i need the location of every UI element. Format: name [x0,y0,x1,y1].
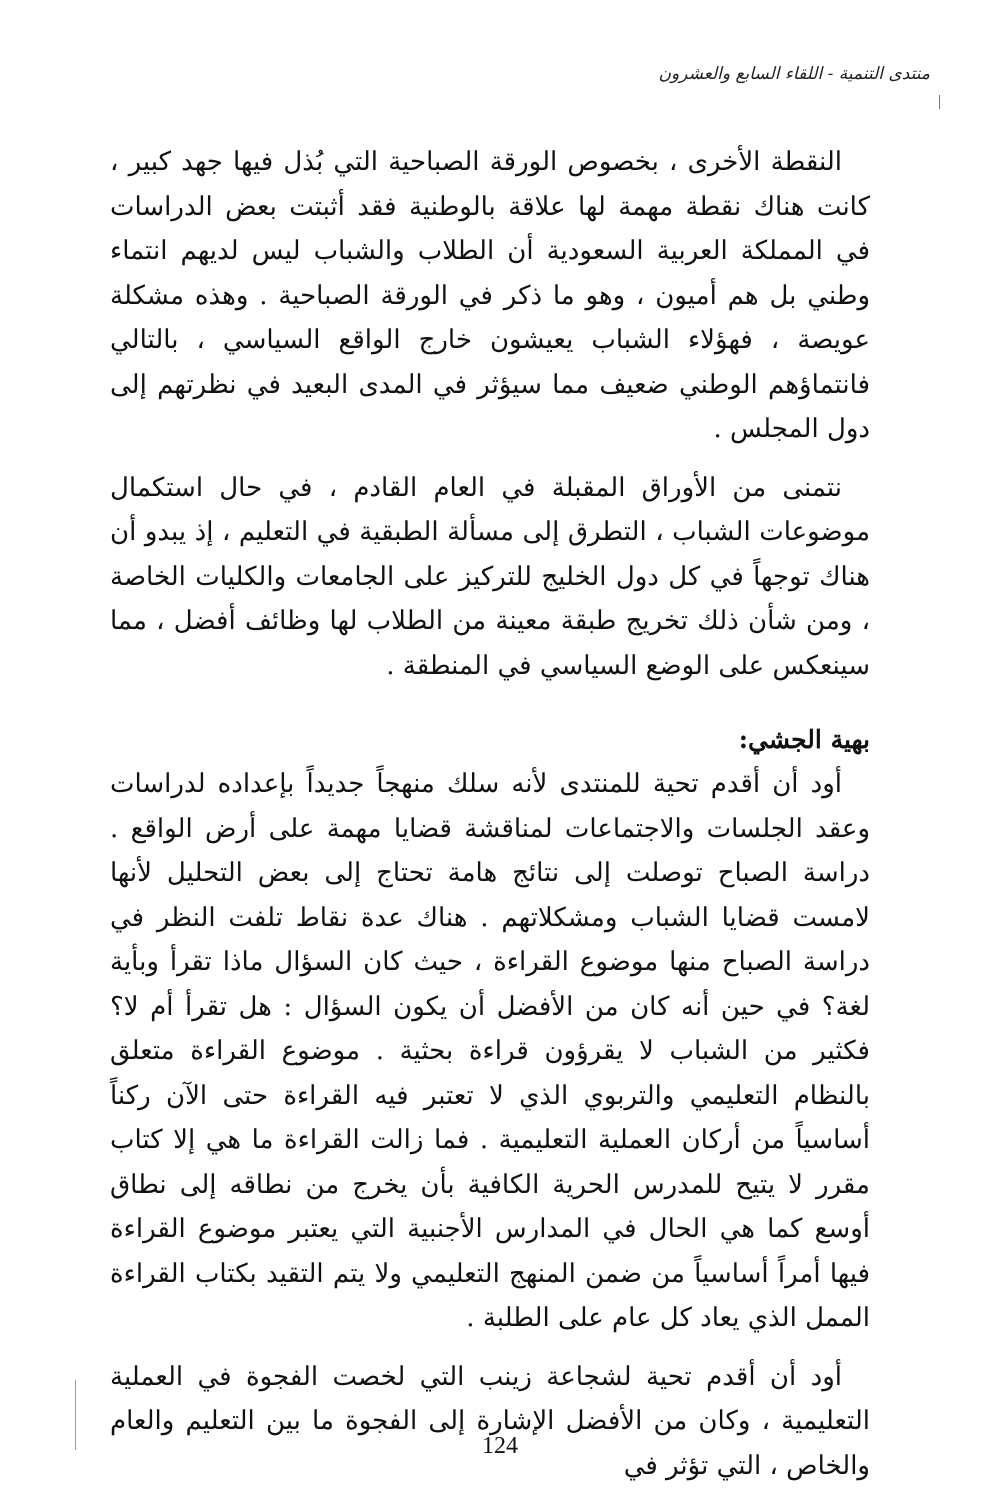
running-header: منتدى التنمية - اللقاء السابع والعشرون [658,64,930,84]
paragraph-national-identity: النقطة الأخرى ، بخصوص الورقة الصباحية التي بُذل فيها جهد كبير ، كانت هناك نقطة مهمة لها علاقة بالوطنية فقد أثبتت بعض الدراسات في المملكة العربية السعودية أن الطلاب والشباب ليس لديهم انتماء وطني بل هم أميون ، وهو ما ذكر في الورقة الصباحية . وهذه مشكلة عويصة ، فهؤلاء الشباب يعيشون خارج الواقع السياسي ، بالتالي فانتماؤهم الوطني ضعيف مما سيؤثر في المدى البعيد في نظرتهم إلى دول المجلس . [110,147,870,444]
paragraph-class-education: نتمنى من الأوراق المقبلة في العام القادم ، في حال استكمال موضوعات الشباب ، التطرق إلى مسألة الطبقية في التعليم ، إذ يبدو أن هناك توجهاً في كل دول الخليج للتركيز على الجامعات والكليات الخاصة ، ومن شأن ذلك تخريج طبقة معينة من الطلاب لها وظائف أفضل ، مما سينعكس على الوضع السياسي في المنطقة . [110,472,870,681]
paragraph-gap [110,1341,870,1355]
header-rule [935,95,940,109]
section-gap [110,688,870,718]
page-number: 124 [482,1433,518,1459]
paragraph-gap [110,452,870,466]
body-text [110,140,870,1488]
paragraph-education-gap: أود أن أقدم تحية لشجاعة زينب التي لخصت الفجوة في العملية التعليمية ، وكان من الأفضل الإشارة إلى الفجوة ما بين التعليم والعام والخاص ، التي تؤثر في [110,1361,870,1481]
paragraph-reading: أود أن أقدم تحية للمنتدى لأنه سلك منهجاً جديداً بإعداده لدراسات وعقد الجلسات والاجتماعات لمناقشة قضايا مهمة على أرض الواقع . دراسة الصباح توصلت إلى نتائج هامة تحتاج إلى بعض التحليل لأنها لامست قضايا الشباب ومشكلاتهم . هناك عدة نقاط تلفت النظر في دراسة الصباح منها موضوع القراءة ، حيث كان السؤال ماذا تقرأ وبأية لغة؟ في حين أنه كان من الأفضل أن يكون السؤال : هل تقرأ أم لا؟ فكثير من الشباب لا يقرؤون قراءة بحثية . موضوع القراءة متعلق بالنظام التعليمي والتربوي الذي لا تعتبر فيه القراءة حتى الآن ركناً أساسياً من أركان العملية التعليمية . فما زالت القراءة ما هي إلا كتاب مقرر لا يتيح للمدرس الحرية الكافية بأن يخرج من نطاقه إلى نطاق أوسع كما هي الحال في المدارس الأجنبية التي يعتبر موضوع القراءة فيها أمراً أساسياً من ضمن المنهج التعليمي ولا يتم التقيد بكتاب القراءة الممل الذي يعاد كل عام على الطلبة . [110,769,870,1333]
speaker-name: بهية الجشي: [738,725,870,754]
